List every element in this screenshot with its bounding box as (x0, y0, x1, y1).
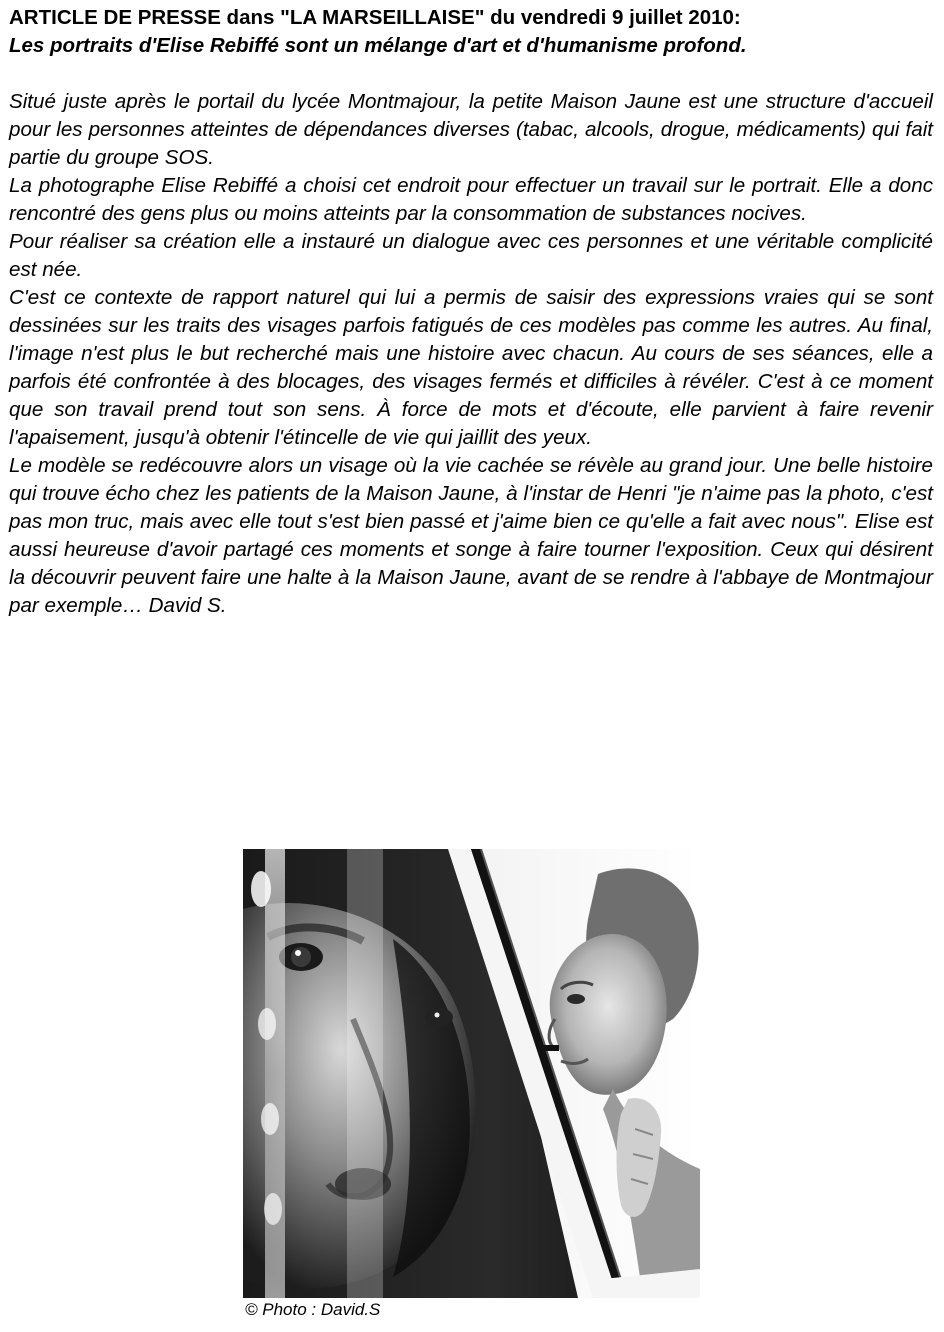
article-paragraph: La photographe Elise Rebiffé a choisi cet endroit pour effectuer un travail sur le portrait. Elle a donc rencontré des gens plus ou moins atteints par la consommation de substances nocives. (9, 174, 933, 225)
article-body (9, 88, 933, 620)
article-paragraph: C'est ce contexte de rapport naturel qui lui a permis de saisir des expressions vraies qui se sont dessinées sur les traits des visages parfois fatigués de ces modèles pas comme les autres. Au final, l'image n'est plus le but recherché mais une histoire avec chacun. Au cours de ses séances, elle a parfois été confrontée à des blocages, des visages fermés et difficiles à révéler. C'est à ce moment que son travail prend tout son sens. À force de mots et d'écoute, elle parvient à faire revenir l'apaisement, jusqu'à obtenir l'étincelle de vie qui jaillit des yeux. (9, 286, 933, 449)
article-subheadline: Les portraits d'Elise Rebiffé sont un mélange d'art et d'humanisme profond. (9, 34, 747, 57)
article-headline: ARTICLE DE PRESSE dans "LA MARSEILLAISE" du vendredi 9 juillet 2010: (9, 6, 741, 29)
article (9, 0, 933, 620)
article-paragraph: Situé juste après le portail du lycée Montmajour, la petite Maison Jaune est une structure d'accueil pour les personnes atteintes de dépendances diverses (tabac, alcools, drogue, médicaments) qui fait partie du groupe SOS. (9, 90, 933, 169)
portrait-photo-illustration (243, 849, 700, 1298)
photo-caption: © Photo : David.S (245, 1300, 381, 1319)
article-paragraph: Pour réaliser sa création elle a instauré un dialogue avec ces personnes et une véritable complicité est née. (9, 230, 933, 281)
article-paragraph: Le modèle se redécouvre alors un visage où la vie cachée se révèle au grand jour. Une belle histoire qui trouve écho chez les patients de la Maison Jaune, à l'instar de Henri "je n'aime pas la photo, c'est pas mon truc, mais avec elle tout s'est bien passé et j'aime bien ce qu'elle a fait avec nous". Elise est aussi heureuse d'avoir partagé ces moments et songe à faire tourner l'exposition. Ceux qui désirent la découvrir peuvent faire une halte à la Maison Jaune, avant de se rendre à l'abbaye de Montmajour par exemple… David S. (9, 454, 933, 617)
article-photo (243, 849, 700, 1298)
